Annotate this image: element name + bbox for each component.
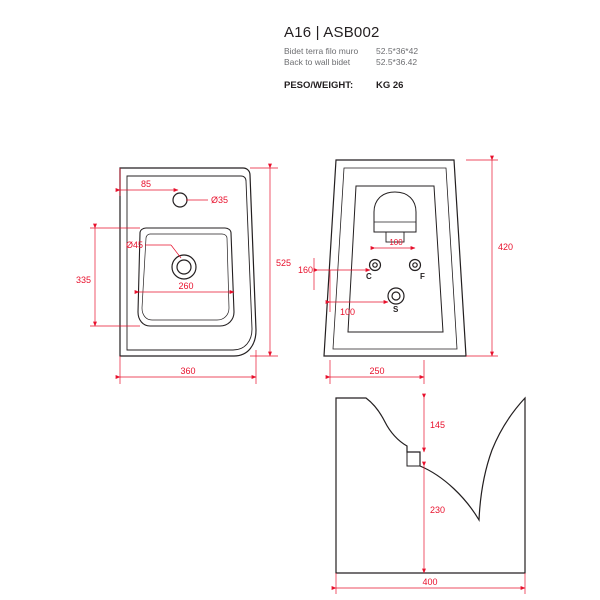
front-dim-100-top: 100 bbox=[389, 238, 403, 247]
front-dim-100-bottom: 100 bbox=[340, 307, 356, 317]
port-label-drain: S bbox=[393, 305, 399, 314]
port-label-cold: C bbox=[366, 272, 372, 281]
weight-value: KG 26 bbox=[376, 80, 404, 91]
top-dim-85: 85 bbox=[140, 179, 152, 189]
port-label-hot: F bbox=[420, 272, 425, 281]
front-view-dimensions bbox=[314, 160, 498, 384]
top-dim-45: Ø45 bbox=[125, 240, 143, 250]
page-title: A16 | ASB002 bbox=[284, 24, 380, 41]
side-dim-400: 400 bbox=[422, 577, 438, 587]
front-dim-250: 250 bbox=[369, 366, 385, 376]
top-dim-335: 335 bbox=[75, 275, 91, 285]
description-english-value: 52.5*36.42 bbox=[376, 57, 418, 67]
top-dim-360: 360 bbox=[180, 366, 196, 376]
front-view-geometry bbox=[324, 160, 466, 356]
top-dim-35: Ø35 bbox=[211, 195, 229, 205]
top-view-geometry bbox=[120, 168, 256, 356]
side-dim-145: 145 bbox=[430, 420, 446, 430]
front-dim-160: 160 bbox=[297, 265, 313, 275]
weight-label: PESO/WEIGHT: bbox=[284, 80, 354, 91]
description-english-label: Back to wall bidet bbox=[284, 57, 351, 67]
top-dim-260: 260 bbox=[178, 281, 194, 291]
front-dim-420: 420 bbox=[498, 242, 514, 252]
top-dim-525: 525 bbox=[276, 258, 292, 268]
description-italian-label: Bidet terra filo muro bbox=[284, 46, 359, 56]
description-italian-value: 52.5*36*42 bbox=[376, 46, 419, 56]
side-dim-230: 230 bbox=[430, 505, 446, 515]
